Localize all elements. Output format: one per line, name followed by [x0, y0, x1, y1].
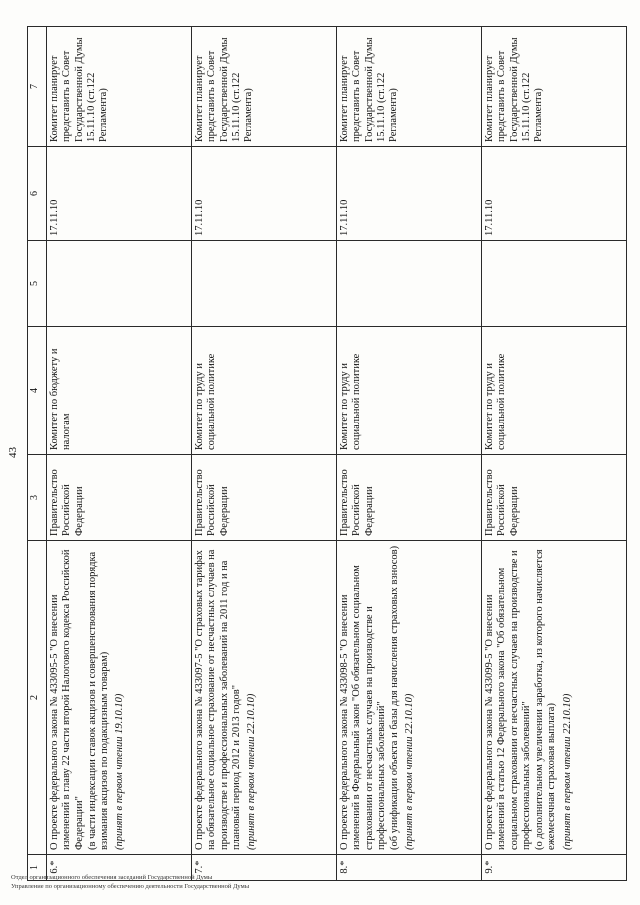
bill-title: О проекте федерального закона № 433098-5 "О внесении изменений в Федеральный закон "Об обязательном социальном страховании от несчастных случаев на производстве и профессиональных заболеваний": [339, 565, 387, 850]
footer-line: Управление по организационному обеспечению деятельности Государственной Думы: [11, 883, 250, 891]
page-number: 43: [7, 447, 19, 458]
initiator-cell: Правительство Российской Федерации: [337, 455, 482, 541]
column-number-cell: 4: [28, 327, 47, 455]
empty-cell: [47, 241, 192, 327]
bill-title-cell: [337, 541, 482, 855]
review-date-cell: 17.11.10: [192, 147, 337, 241]
empty-cell: [482, 241, 627, 327]
column-number-header-row: [28, 27, 47, 881]
column-number-cell: 5: [28, 241, 47, 327]
initiator-cell: Правительство Российской Федерации: [482, 455, 627, 541]
committee-plan-note: Комитет планирует представить в Совет Государственной Думы 15.11.10 (ст.122 Регламента): [192, 27, 337, 147]
column-number-cell: 1: [28, 855, 47, 881]
column-number-cell: 3: [28, 455, 47, 541]
row-number: 9.*: [482, 855, 627, 881]
committee-plan-note: Комитет планирует представить в Совет Государственной Думы 15.11.10 (ст.122 Регламента): [337, 27, 482, 147]
table-row: [47, 27, 192, 881]
table-row: [482, 27, 627, 881]
bill-title-cell: [192, 541, 337, 855]
review-date-cell: 17.11.10: [47, 147, 192, 241]
empty-cell: [192, 241, 337, 327]
bill-title-note: (об унификации объекта и базы для начисления страховых взносов): [389, 545, 401, 850]
bill-title-note: (о дополнительном увеличении заработка, из которого начисляется ежемесячная страховая выплата): [534, 549, 558, 850]
bill-title: О проекте федерального закона № 433099-5 "О внесении изменений в статью 12 Федерального закона "Об обязательном социальном страховании от несчастных случаев на производстве и профессиональных заболеваний": [484, 550, 532, 850]
row-number: 8.*: [337, 855, 482, 881]
committee-cell: Комитет по труду и социальной политике: [337, 327, 482, 455]
document-footer: [11, 873, 249, 892]
initiator-cell: Правительство Российской Федерации: [47, 455, 192, 541]
column-number-cell: 7: [28, 27, 47, 147]
bill-status: (принят в первом чтении 19.10.10): [114, 693, 126, 850]
bill-title-note: (в части индексации ставок акцизов и совершенствования порядка взимания акцизов по подакцизным товарам): [86, 551, 111, 850]
bill-status: (принят в первом чтении 22.10.10): [404, 693, 416, 850]
bill-title-cell: [482, 541, 627, 855]
empty-cell: [337, 241, 482, 327]
committee-cell: Комитет по труду и социальной политике: [482, 327, 627, 455]
row-number: 6.*: [47, 855, 192, 881]
committee-plan-note: Комитет планирует представить в Совет Государственной Думы 15.11.10 (ст.122 Регламента): [482, 27, 627, 147]
committee-cell: Комитет по бюджету и налогам: [47, 327, 192, 455]
footer-line: Отдел организационного обеспечения заседаний Государственной Думы: [11, 874, 213, 881]
initiator-cell: Правительство Российской Федерации: [192, 455, 337, 541]
review-date-cell: 17.11.10: [482, 147, 627, 241]
review-date-cell: 17.11.10: [337, 147, 482, 241]
bill-title: О проекте федерального закона № 433095-5 "О внесении изменений в главу 22 части второй Налогового кодекса Российской Федерации": [49, 549, 85, 850]
committee-cell: Комитет по труду и социальной политике: [192, 327, 337, 455]
column-number-cell: 6: [28, 147, 47, 241]
bills-schedule-table: [27, 26, 627, 881]
bill-title: О проекте федерального закона № 433097-5 "О страховых тарифах на обязательное социальное страхование от несчастных случаев на производстве и профессиональных заболеваний на 2011 год и на плановый период 2012 и 2013 годов": [194, 549, 242, 850]
table-row: [192, 27, 337, 881]
row-number: 7.*: [192, 855, 337, 881]
column-number-cell: 2: [28, 541, 47, 855]
bill-status: (принят в первом чтении 22.10.10): [561, 693, 573, 850]
table-row: [337, 27, 482, 881]
bill-title-cell: [47, 541, 192, 855]
committee-plan-note: Комитет планирует представить в Совет Государственной Думы 15.11.10 (ст.122 Регламента): [47, 27, 192, 147]
bill-status: (принят в первом чтении 22.10.10): [246, 693, 258, 850]
